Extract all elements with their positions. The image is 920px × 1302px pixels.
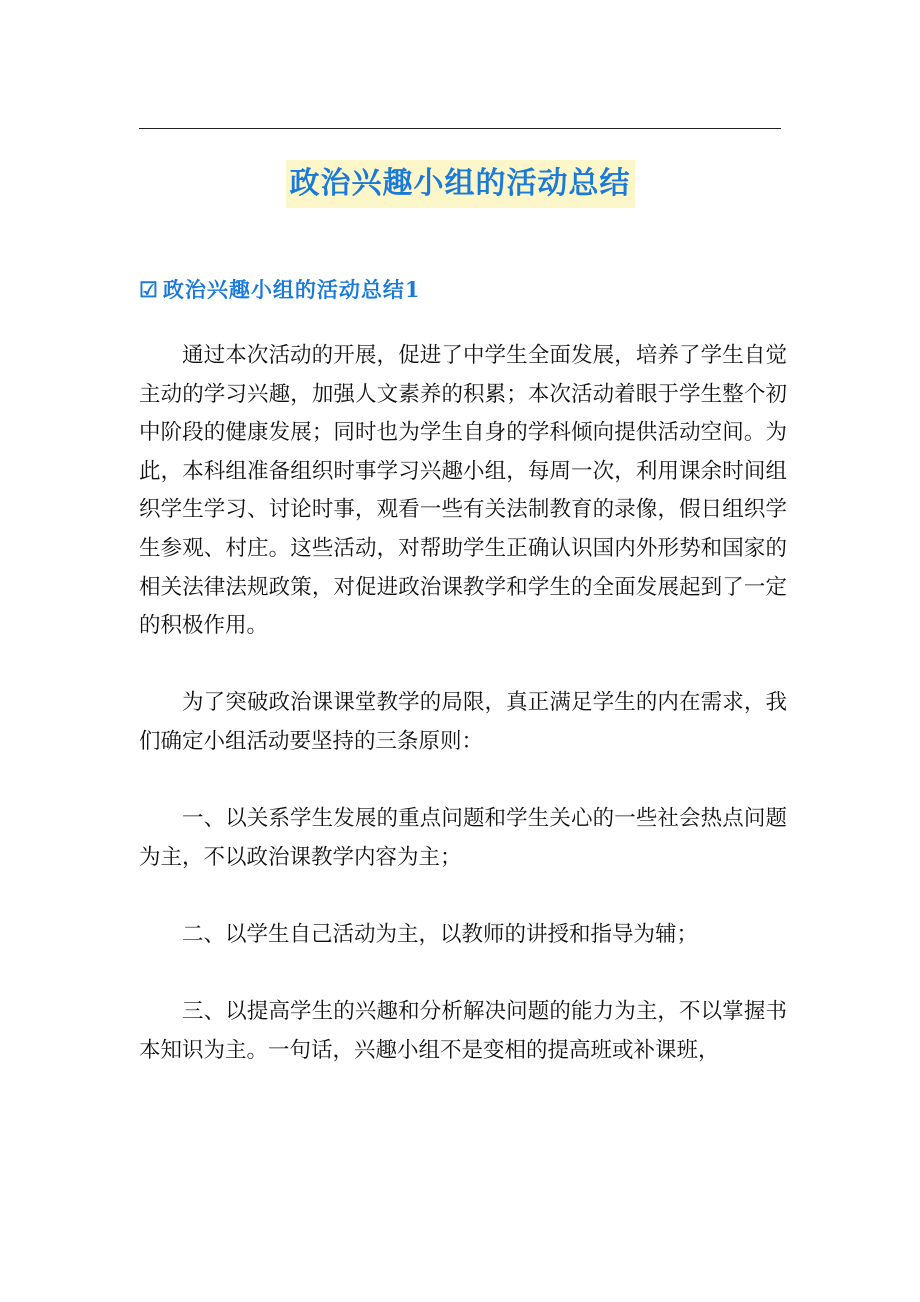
header-rule bbox=[139, 128, 781, 129]
paragraph: 为了突破政治课课堂教学的局限，真正满足学生的内在需求，我们确定小组活动要坚持的三条原则： bbox=[139, 690, 787, 754]
document-title: 政治兴趣小组的活动总结 bbox=[286, 160, 635, 208]
check-box-icon: ☑ bbox=[139, 277, 159, 302]
section-heading-text: 政治兴趣小组的活动总结1 bbox=[162, 277, 421, 302]
paragraph: 二、以学生自己活动为主，以教师的讲授和指导为辅； bbox=[182, 921, 699, 947]
section-heading bbox=[139, 272, 420, 308]
title-container bbox=[0, 160, 920, 208]
body-text bbox=[139, 337, 787, 1109]
paragraph: 三、以提高学生的兴趣和分析解决问题的能力为主，不以掌握书本知识为主。一句话，兴趣小组不是变相的提高班或补课班， bbox=[139, 999, 787, 1063]
paragraph: 通过本次活动的开展，促进了中学生全面发展，培养了学生自觉主动的学习兴趣，加强人文素养的积累；本次活动着眼于学生整个初中阶段的健康发展；同时也为学生自身的学科倾向提供活动空间。为此，本科组准备组织时事学习兴趣小组，每周一次，利用课余时间组织学生学习、讨论时事，观看一些有关法制教育的录像，假日组织学生参观、村庄。这些活动，对帮助学生正确认识国内外形势和国家的相关法律法规政策，对促进政治课教学和学生的全面发展起到了一定的积极作用。 bbox=[139, 343, 787, 639]
paragraph: 一、以关系学生发展的重点问题和学生关心的一些社会热点问题为主，不以政治课教学内容为主； bbox=[139, 806, 787, 870]
